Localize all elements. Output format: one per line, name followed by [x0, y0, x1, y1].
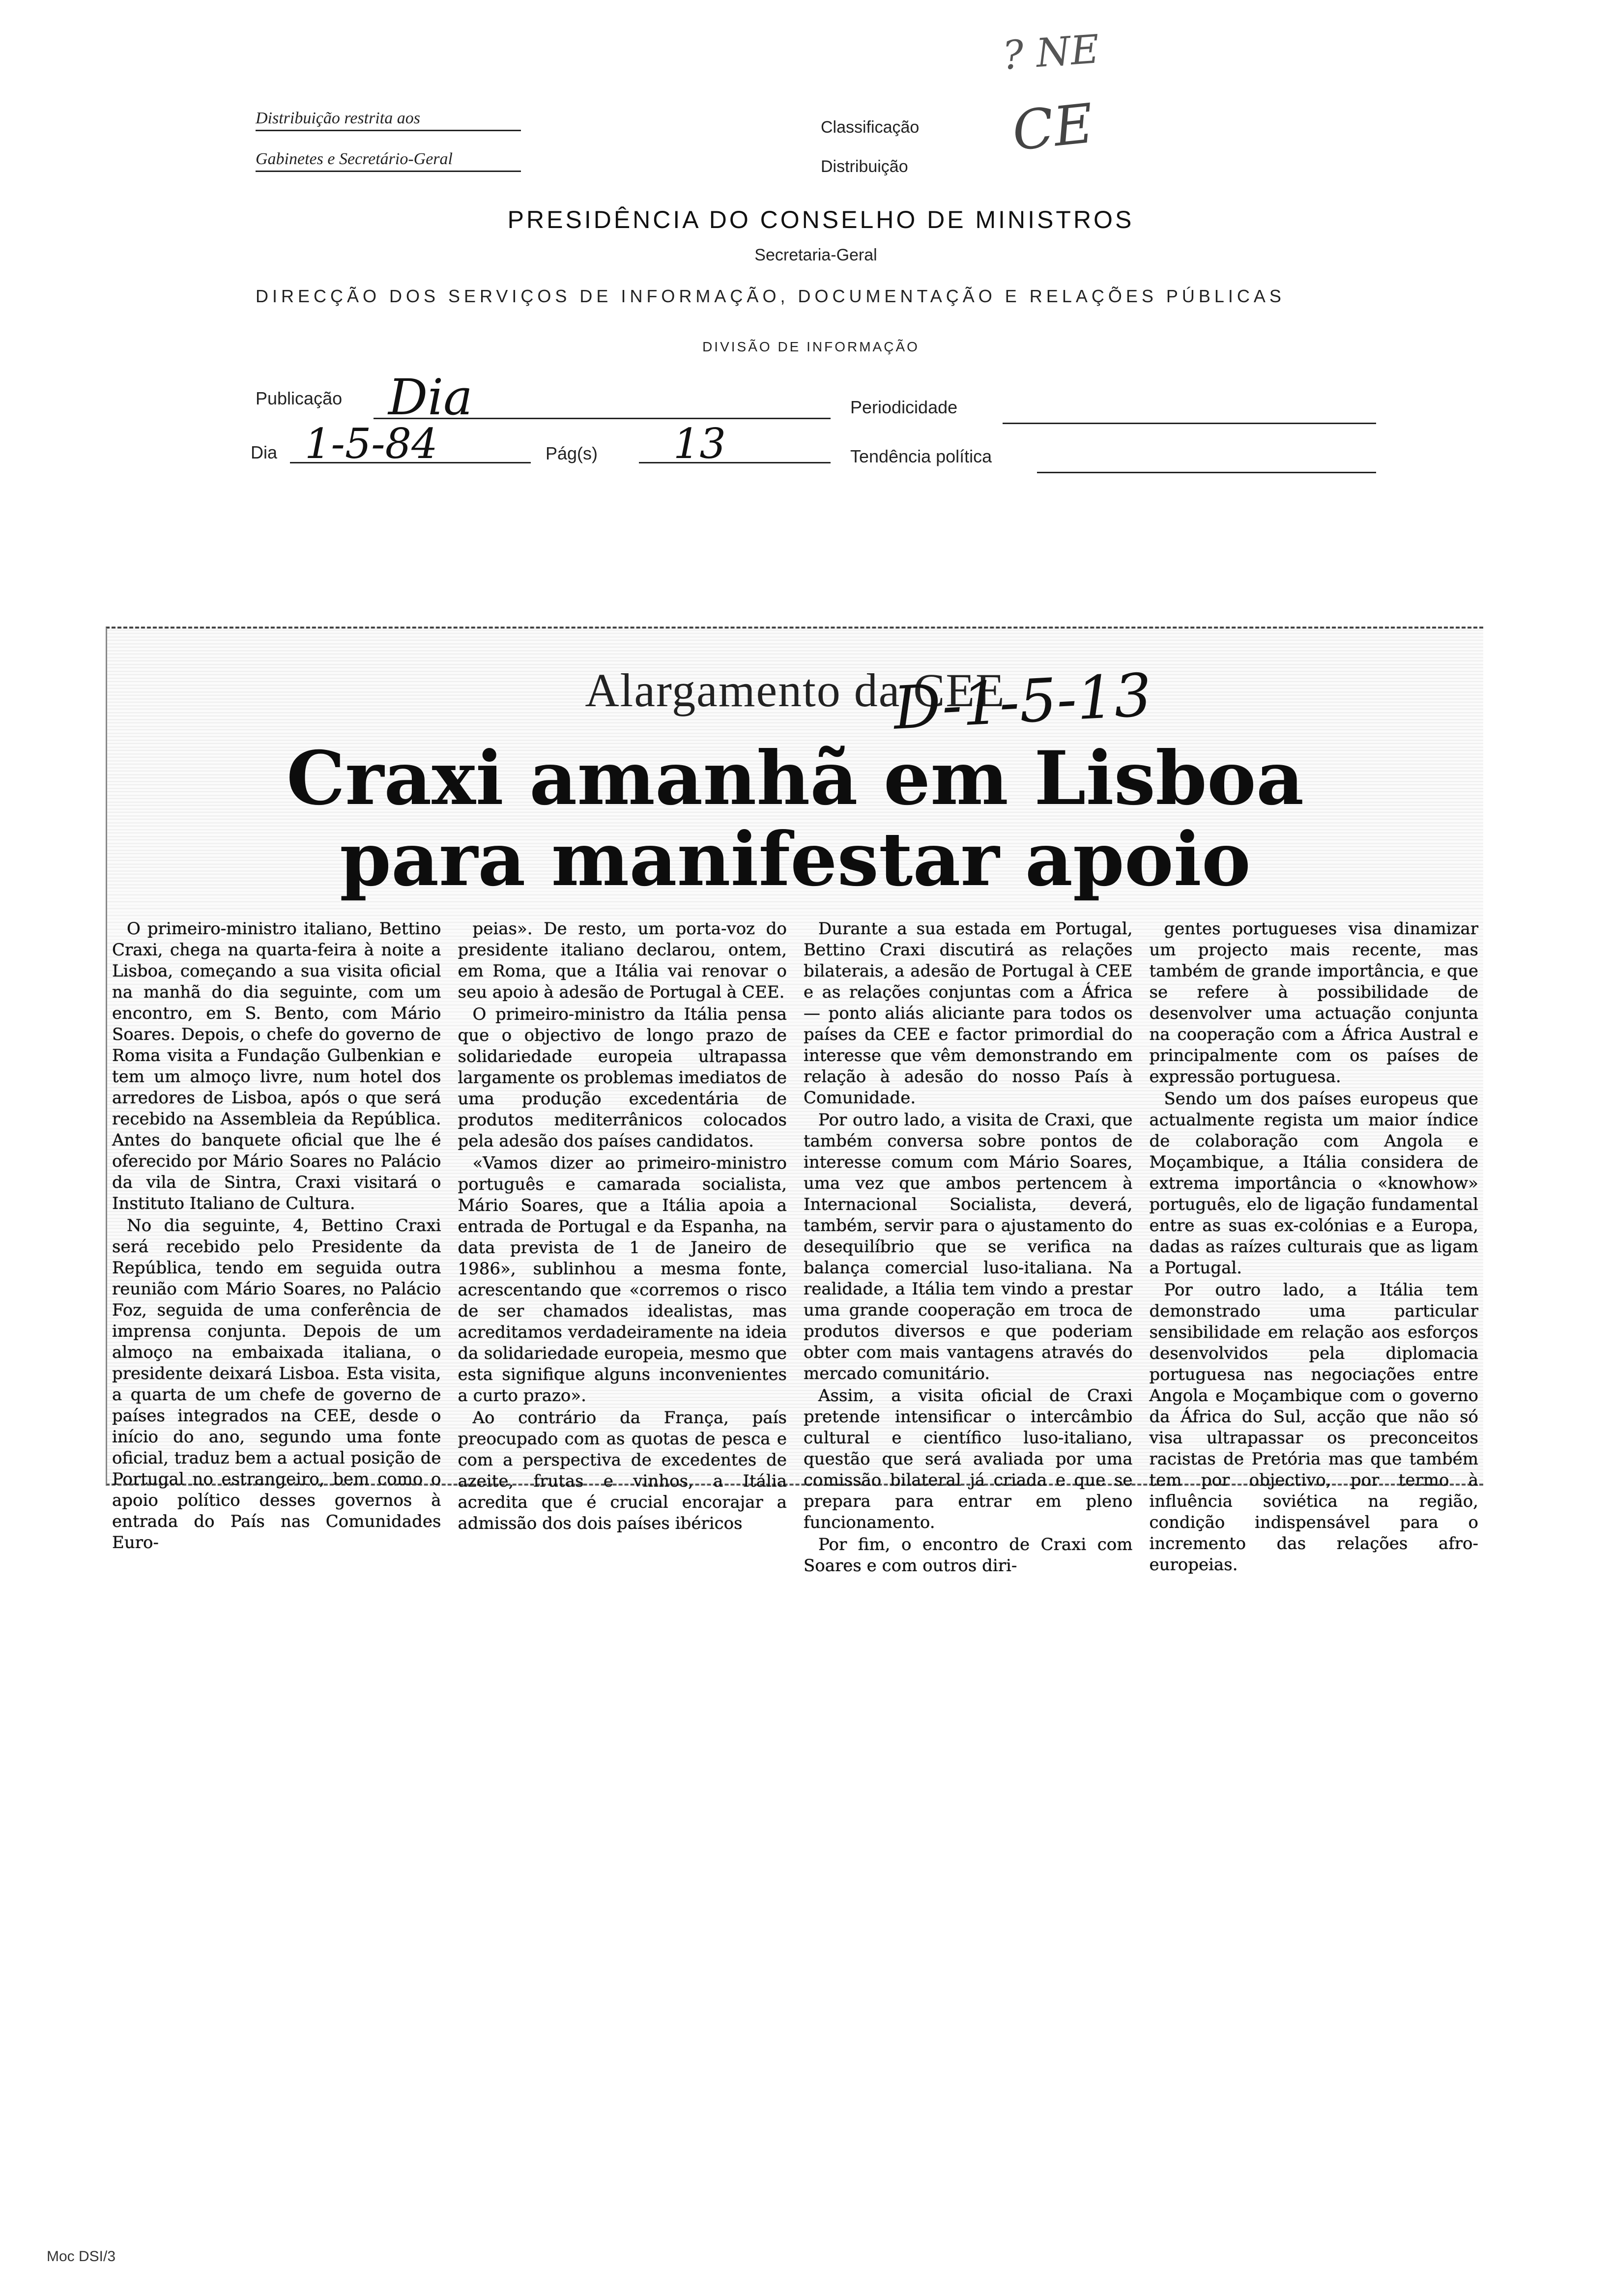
article-body [112, 918, 1478, 1576]
paragraph: Ao contrário da França, país preocupado com as quotas de pesca e com a perspectiva de excedentes de azeite, frutas e vinhos, a Itália acredita que é crucial encorajar a admissão dos dois países ibéricos [458, 1408, 787, 1533]
article-column-1 [112, 918, 441, 1552]
division-title: DIVISÃO DE INFORMAÇÃO [702, 339, 920, 354]
paragraph: «Vamos dizer ao primeiro-ministro português e camarada socialista, Mário Soares, que a Itália apoia a entrada de Portugal e da Espanha, na data prevista de 1 de Janeiro de 1986», sublinhou a mesma fonte, acrescentando que «corremos o risco de ser chamados idealistas, mas acreditamos verdadeiramente na ideia da solidariedade europeia, mesmo que esta signifique alguns inconvenientes a curto prazo». [458, 1153, 787, 1406]
paragraph: Assim, a visita oficial de Craxi pretende intensificar o intercâmbio cultural e científico luso-italiano, questão que será avaliada por uma comissão bilateral já criada e que se prepara para entrar em pleno funcionamento. [804, 1386, 1133, 1532]
day-value: 1-5-84 [305, 420, 438, 468]
paragraph: O primeiro-ministro italiano, Bettino Craxi, chega na quarta-feira à noite a Lisboa, começando a sua visita oficial na manhã do dia seguinte, com um encontro, em S. Bento, com Mário Soares. Depois, o chefe do governo de Roma visita a Fundação Gulbenkian e tem um almoço livre, num hotel dos arredores de Lisboa, após o que será recebido na Assembleia da República. Antes do banquete oficial que lhe é oferecido por Mário Soares no Palácio da vila de Sintra, Craxi visitará o Instituto Italiano de Cultura. [112, 919, 441, 1213]
handwritten-classification: CE [1009, 91, 1096, 163]
article-column-2 [458, 918, 787, 1533]
pages-field [639, 420, 831, 468]
pages-value: 13 [673, 420, 726, 468]
distribution-note-line1: Distribuição restrita aos [256, 109, 521, 131]
newspaper-clipping [106, 627, 1483, 1576]
handwritten-corner-note: ? NE [1001, 26, 1101, 79]
periodicity-field [1003, 393, 1376, 424]
article-column-3 [804, 918, 1133, 1576]
direction-title: DIRECÇÃO DOS SERVIÇOS DE INFORMAÇÃO, DOCUMENTAÇÃO E RELAÇÕES PÚBLICAS [256, 286, 1285, 306]
presidency-title: PRESIDÊNCIA DO CONSELHO DE MINISTROS [507, 206, 1134, 233]
distribution-label: Distribuição [821, 157, 908, 176]
publication-field [374, 369, 831, 426]
distribution-note-line2: Gabinetes e Secretário-Geral [256, 150, 521, 172]
article-column-4 [1149, 918, 1479, 1575]
headline-line2: para manifestar apoio [340, 816, 1251, 903]
periodicity-label: Periodicidade [850, 397, 958, 417]
paragraph: Por outro lado, a Itália tem demonstrado uma particular sensibilidade em relação aos esforços desenvolvidos pela diplomacia portuguesa nas negociações entre Angola e Moçambique com o governo da África do Sul, acção que não só visa ultrapassar os preconceitos racistas de Pretória mas que também tem por objectivo, por termo à influência soviética na região, condição indispensável para o incremento das relações afro-europeias. [1149, 1280, 1478, 1575]
paragraph: Por fim, o encontro de Craxi com Soares e com outros diri- [804, 1535, 1133, 1576]
paragraph: Sendo um dos países europeus que actualmente regista um maior índice de colaboração com Angola e Moçambique, a Itália considera de extrema importância o «knowhow» português, elo de ligação fundamental entre as suas ex-colónias e a Europa, dadas as raízes culturais que as ligam a Portugal. [1149, 1089, 1478, 1278]
headline-line1: Craxi amanhã em Lisboa [286, 735, 1304, 822]
pages-label: Pág(s) [546, 443, 598, 463]
publication-label: Publicação [256, 388, 343, 408]
paragraph: Por outro lado, a visita de Craxi, que também conversa sobre pontos de interesse comum com Mário Soares, uma vez que ambos pertencem à Internacional Socialista, deverá, também, servir para o ajustamento do desequilíbrio que se verifica na balança comercial luso-italiana. Na realidade, a Itália tem vindo a prestar uma grande cooperação em troca de produtos diversos e que poderiam obter com mais vantagens através do mercado comunitário. [804, 1110, 1133, 1383]
day-label: Dia [251, 442, 278, 462]
paragraph: Durante a sua estada em Portugal, Bettino Craxi discutirá as relações bilaterais, a adesão de Portugal à CEE e as relações conjuntas com a África — ponto aliás aliciante para todos os países da CEE e factor primordial do interesse que vêm demonstrando em relação à adesão do nosso País à Comunidade. [804, 919, 1133, 1108]
article-kicker: Alargamento da CEE [585, 664, 1006, 717]
political-tendency-field [1037, 442, 1376, 473]
day-field [290, 420, 531, 468]
paragraph: O primeiro-ministro da Itália pensa que o objectivo de longo prazo de solidariedade europeia ultrapassa largamente os problemas imediatos de uma produção excedentária de produtos mediterrânicos colocados pela adesão dos países candidatos. [458, 1004, 787, 1151]
publication-value: Dia [388, 369, 473, 426]
paragraph: gentes portugueses visa dinamizar um projecto mais recente, mas também de grande importância, e que se refere à possibilidade de desenvolver uma actuação conjunta na cooperação com a África Austral e principalmente com os países de expressão portuguesa. [1149, 919, 1478, 1087]
model-code: Moc DSI/3 [47, 2248, 116, 2265]
classification-label: Classificação [821, 118, 920, 137]
political-tendency-label: Tendência política [850, 446, 992, 466]
handwritten-reference: D-1-5-13 [892, 661, 1153, 743]
paragraph: peias». De resto, um porta-voz do presidente italiano declarou, ontem, em Roma, que a Itália vai renovar o seu apoio à adesão de Portugal à CEE. [458, 919, 787, 1002]
secretariat-title: Secretaria-Geral [754, 246, 877, 264]
paragraph: No dia seguinte, 4, Bettino Craxi será recebido pelo Presidente da República, tendo em seguida outra reunião com Mário Soares, no Palácio Foz, seguida de uma conferência de imprensa conjunta. Depois de um almoço na embaixada italiana, o presidente deixará Lisboa. Esta visita, a quarta de um chefe de governo de países integrados na CEE, desde o início do ano, segundo uma fonte oficial, traduz bem a actual posição de Portugal no estrangeiro, bem como o apoio político desses governos à entrada do País nas Comunidades Euro- [112, 1216, 441, 1552]
